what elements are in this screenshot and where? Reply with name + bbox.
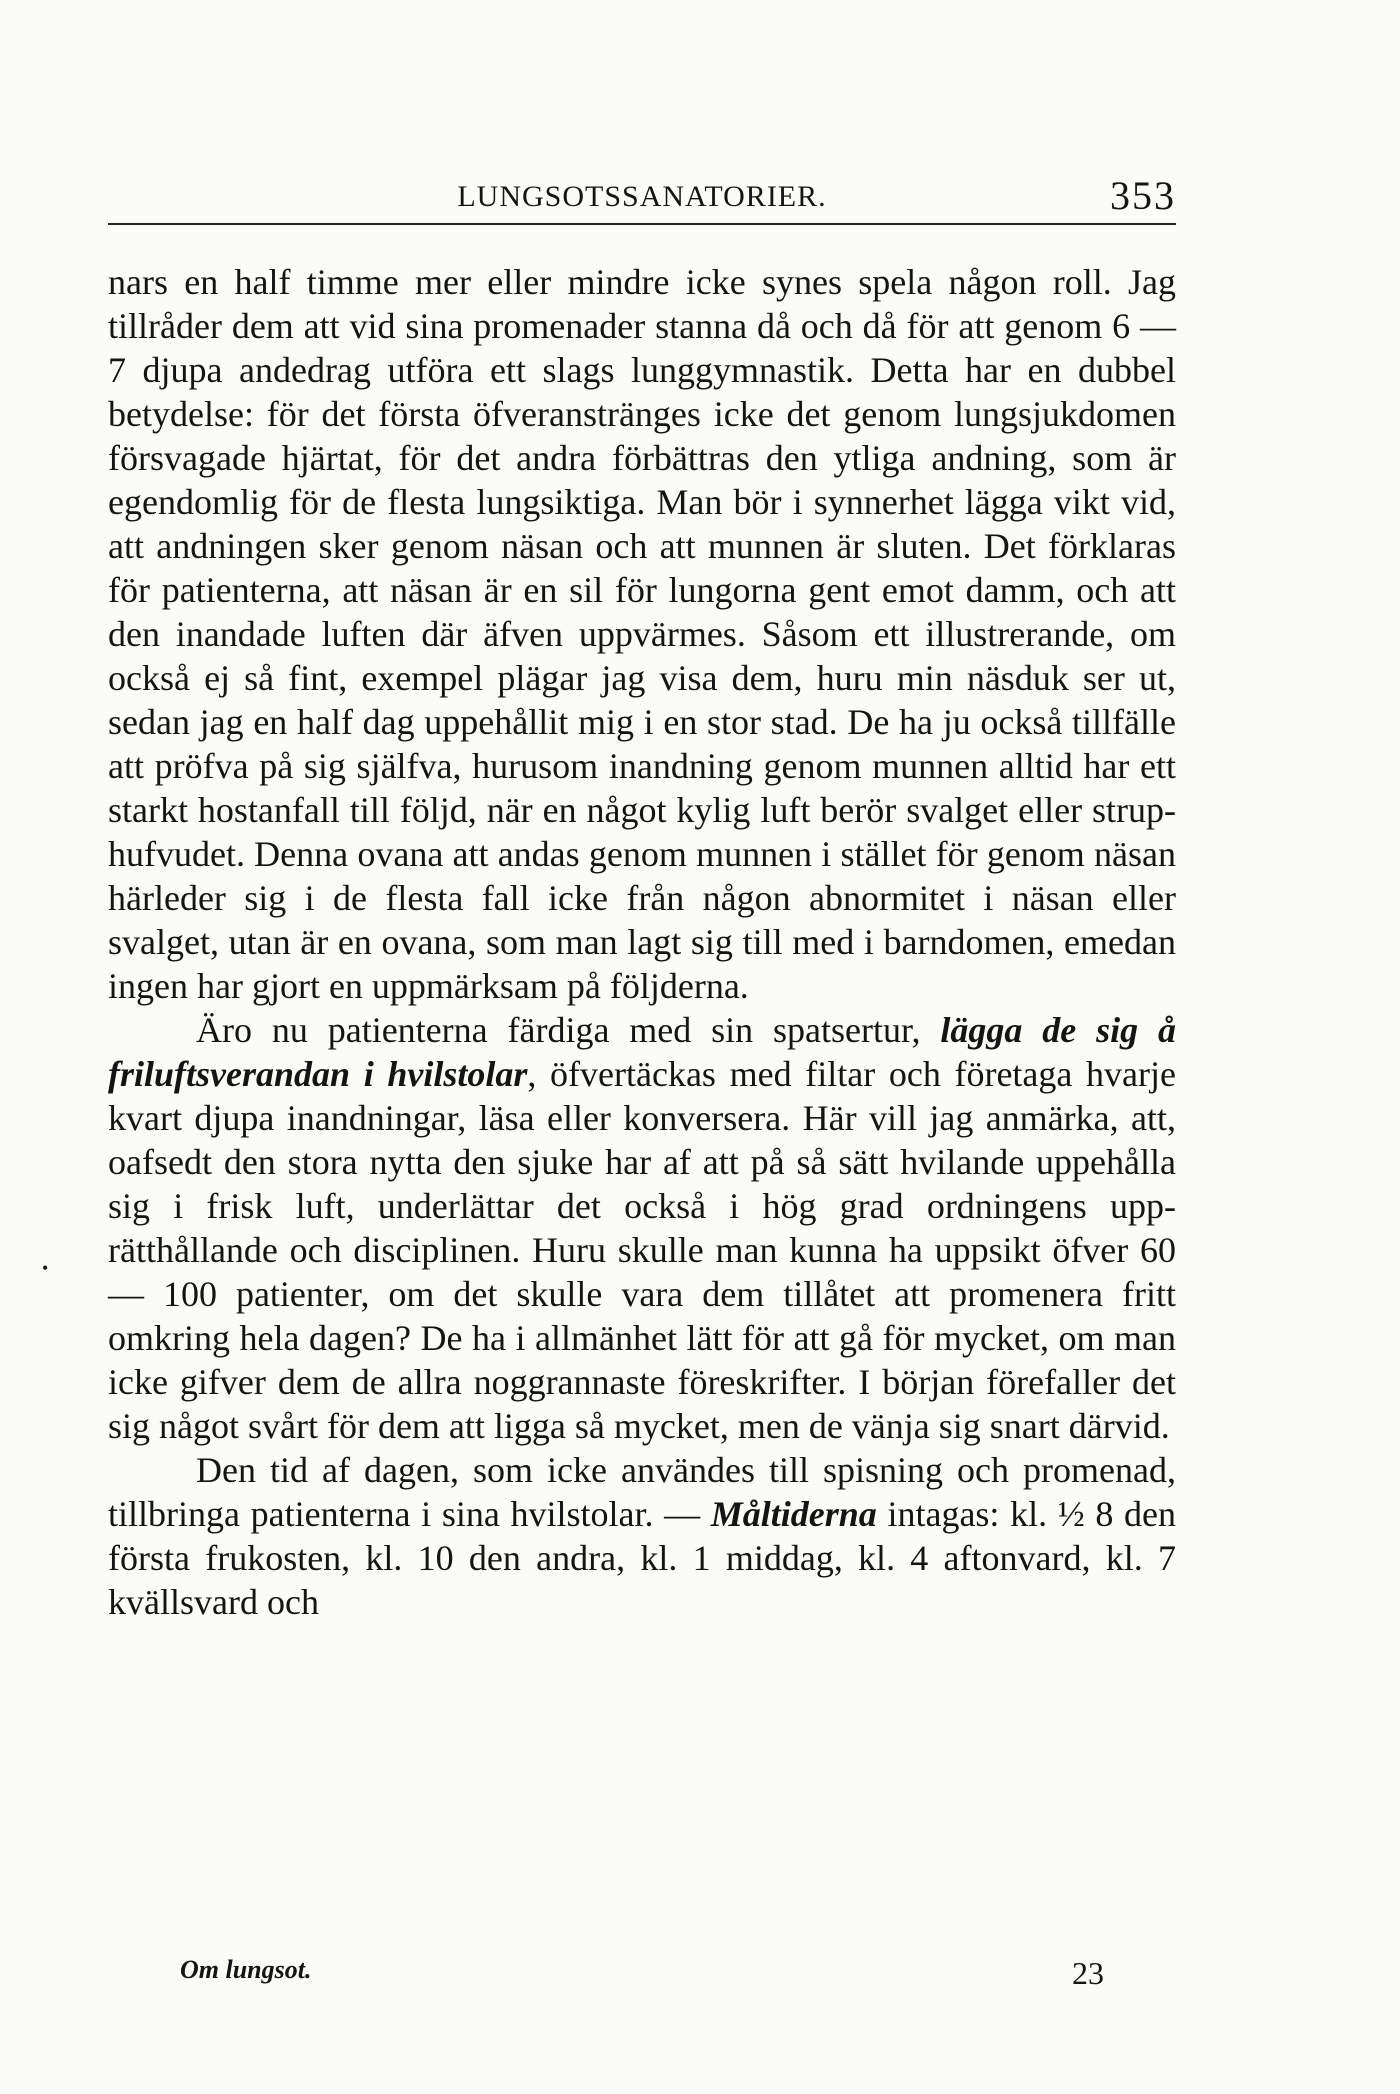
- emphasized-text: lägga de sig å friluftsverandan i hvilstolar: [108, 1010, 1176, 1094]
- paragraph-2: [108, 1008, 1176, 1448]
- margin-mark: •: [42, 1258, 49, 1278]
- page-footer: [108, 1955, 1176, 1995]
- paragraph-3: [108, 1448, 1176, 1624]
- header-title: LUNGSOTSSANATORIER.: [457, 180, 827, 213]
- text-segment: nars en half timme mer eller mindre icke synes spela någon roll. Jag tillråder dem att vid sina promenader stanna då och då för att genom 6 — 7 djupa andedrag utföra ett slags lunggymnastik. Detta har en dubbel betydelse: för det första öfveranstränges icke det genom lungsjukdomen försvagade hjärtat, för det andra förbättras den ytliga andning, som är egendomlig för de flesta lungsiktiga. Man bör i synnerhet lägga vikt vid, att andningen sker genom näsan och att munnen är sluten. Det förklaras för patienterna, att näsan är en sil för lungorna gent emot damm, och att den inandade luften där äfven uppvärmes. Såsom ett illustrerande, om också ej så fint, exempel plägar jag visa dem, huru min näsduk ser ut, sedan jag en half dag uppehållit mig i en stor stad. De ha ju också tillfälle att pröfva på sig själfva, hurusom inandning genom munnen alltid har ett starkt hostanfall till följd, när en något kylig luft berör svalget eller struphufvudet. Denna ovana att andas genom munnen i stället för genom näsan härleder sig i de flesta fall icke från någon abnormitet i näsan eller svalget, utan är en ovana, som man lagt sig till med i barndomen, emedan ingen har gjort en uppmärksam på följderna.: [108, 262, 1176, 1006]
- signature-mark: Om lungsot.: [180, 1955, 312, 1984]
- sheet-number: 23: [1072, 1955, 1104, 1991]
- emphasized-text: Måltiderna: [710, 1494, 877, 1534]
- header-rule: [108, 223, 1176, 225]
- text-segment: Äro nu patienterna färdiga med sin spatsertur,: [196, 1010, 941, 1050]
- running-header: [108, 172, 1176, 222]
- text-segment: intagas: kl. ½ 8 den första frukosten, kl. 10 den andra, kl. 1 middag, kl. 4 aftonvard, kl. 7 kvällsvard och: [108, 1494, 1177, 1622]
- text-segment: Den tid af dagen, som icke användes till spisning och promenad, tillbringa patienterna i sina hvilstolar. —: [108, 1450, 1176, 1534]
- text-segment: , öfvertäckas med filtar och företaga hvarje kvart djupa inandningar, läsa eller konversera. Här vill jag anmärka, att, oafsedt den stora nytta den sjuke har af att på så sätt hvilande uppehålla sig i frisk luft, underlättar det också i hög grad ordningens upprätthållande och disciplinen. Huru skulle man kunna ha uppsikt öfver 60 — 100 patienter, om det skulle vara dem tillåtet att promenera fritt omkring hela dagen? De ha i allmänhet lätt för att gå för mycket, om man icke gifver dem de allra noggrannaste föreskrifter. I början förefaller det sig något svårt för dem att ligga så mycket, men de vänja sig snart därvid.: [108, 1054, 1176, 1446]
- page-number: 353: [1110, 173, 1176, 218]
- body-text: [108, 260, 1176, 1624]
- paragraph-1: [108, 260, 1176, 1008]
